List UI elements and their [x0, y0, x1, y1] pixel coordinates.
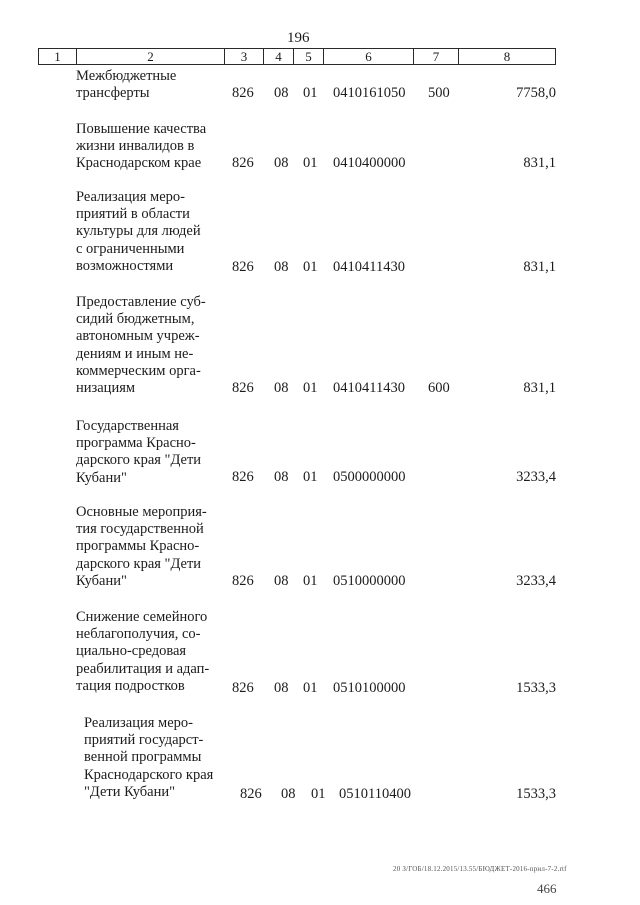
cell-c6: 0510110400 [339, 786, 411, 802]
header-col-8: 8 [503, 49, 511, 64]
description-line: возможностями [76, 257, 174, 274]
description-line: Снижение семейного [76, 609, 208, 625]
cell-c8: 831,1 [523, 380, 556, 396]
cell-c8: 1533,3 [516, 786, 556, 802]
description-line: Повышение качества [76, 121, 207, 137]
cell-c5: 01 [303, 680, 318, 696]
header-col-7: 7 [414, 49, 459, 64]
page-number: 196 [287, 30, 310, 46]
cell-c3: 826 [232, 573, 254, 589]
cell-c6: 0510100000 [333, 680, 406, 696]
cell-c4: 08 [274, 85, 289, 101]
cell-c3: 826 [240, 786, 262, 802]
description-line: неблагополучия, со- [76, 626, 201, 643]
description-line: тация подростков [76, 677, 185, 694]
description-line: культуры для людей [76, 223, 201, 240]
description-line: программы Красно- [76, 538, 200, 555]
row-description [76, 294, 218, 397]
description-line: Кубани" [76, 572, 127, 589]
cell-c8: 3233,4 [516, 469, 556, 485]
description-line: циально-средовая [76, 643, 187, 660]
cell-c6: 0410411430 [333, 380, 405, 396]
cell-c5: 01 [303, 155, 318, 171]
description-line: приятий государст- [84, 732, 204, 749]
cell-c3: 826 [232, 380, 254, 396]
description-line: программа Красно- [76, 435, 196, 452]
row-description [84, 715, 221, 801]
description-line: Основные мероприя- [76, 504, 207, 520]
cell-c6: 0510000000 [333, 573, 406, 589]
cell-c4: 08 [274, 680, 289, 696]
footer-page-number: 466 [537, 881, 557, 896]
cell-c3: 826 [232, 85, 254, 101]
header-col-2: 2 [77, 49, 225, 64]
description-line: Кубани" [76, 469, 127, 486]
cell-c4: 08 [274, 380, 289, 396]
cell-c6: 0410161050 [333, 85, 406, 101]
header-col-6: 6 [324, 49, 414, 64]
description-line: низациям [76, 380, 136, 397]
description-line: реабилитация и адап- [76, 660, 210, 677]
description-line: приятий в области [76, 206, 190, 223]
cell-c6: 0500000000 [333, 469, 406, 485]
cell-c8: 3233,4 [516, 573, 556, 589]
description-line: дениям и иным не- [76, 345, 194, 362]
description-line: с ограниченными [76, 240, 185, 257]
description-line: Реализация меро- [76, 189, 185, 205]
row-description [76, 68, 218, 102]
description-line: "Дети Кубани" [84, 783, 176, 800]
cell-c8: 831,1 [523, 259, 556, 275]
cell-c4: 08 [281, 786, 296, 802]
description-line: Государственная [76, 418, 179, 434]
cell-c4: 08 [274, 155, 289, 171]
description-line: Межбюджетные [76, 68, 177, 84]
cell-c7: 600 [428, 380, 450, 396]
header-col-3: 3 [225, 49, 264, 64]
description-line: дарского края "Дети [76, 452, 202, 469]
cell-c4: 08 [274, 469, 289, 485]
header-col-5: 5 [294, 49, 324, 64]
description-line: тия государственной [76, 521, 204, 538]
row-description [76, 418, 218, 487]
description-line: трансферты [76, 85, 150, 102]
row-description [76, 609, 218, 695]
table-header-row [38, 48, 556, 65]
cell-c8: 1533,3 [516, 680, 556, 696]
cell-c3: 826 [232, 469, 254, 485]
description-line: коммерческим орга- [76, 362, 201, 379]
cell-c6: 0410400000 [333, 155, 406, 171]
cell-c5: 01 [303, 85, 318, 101]
cell-c5: 01 [303, 469, 318, 485]
cell-c4: 08 [274, 573, 289, 589]
cell-c5: 01 [303, 573, 318, 589]
description-line: Краснодарском крае [76, 155, 202, 172]
description-line: жизни инвалидов в [76, 138, 195, 155]
header-col-4: 4 [264, 49, 294, 64]
cell-c6: 0410411430 [333, 259, 405, 275]
footer-document-code: 20 З/ГОБ/18.12.2015/13.55/БЮДЖЕТ-2016-прил-7-2.rtf [393, 865, 567, 873]
row-description [76, 189, 218, 275]
cell-c3: 826 [232, 680, 254, 696]
cell-c8: 7758,0 [516, 85, 556, 101]
description-line: Краснодарского края [84, 766, 214, 783]
description-line: дарского края "Дети [76, 555, 202, 572]
description-line: сидий бюджетным, [76, 311, 195, 328]
cell-c8: 831,1 [523, 155, 556, 171]
header-col-1: 1 [39, 49, 77, 64]
row-description [76, 504, 218, 590]
description-line: автономным учреж- [76, 328, 200, 345]
cell-c7: 500 [428, 85, 450, 101]
cell-c3: 826 [232, 155, 254, 171]
cell-c5: 01 [303, 380, 318, 396]
cell-c5: 01 [303, 259, 318, 275]
cell-c4: 08 [274, 259, 289, 275]
cell-c3: 826 [232, 259, 254, 275]
description-line: венной программы [84, 749, 202, 766]
description-line: Предоставление суб- [76, 294, 206, 310]
row-description [76, 121, 218, 173]
description-line: Реализация меро- [84, 715, 193, 731]
cell-c5: 01 [311, 786, 326, 802]
